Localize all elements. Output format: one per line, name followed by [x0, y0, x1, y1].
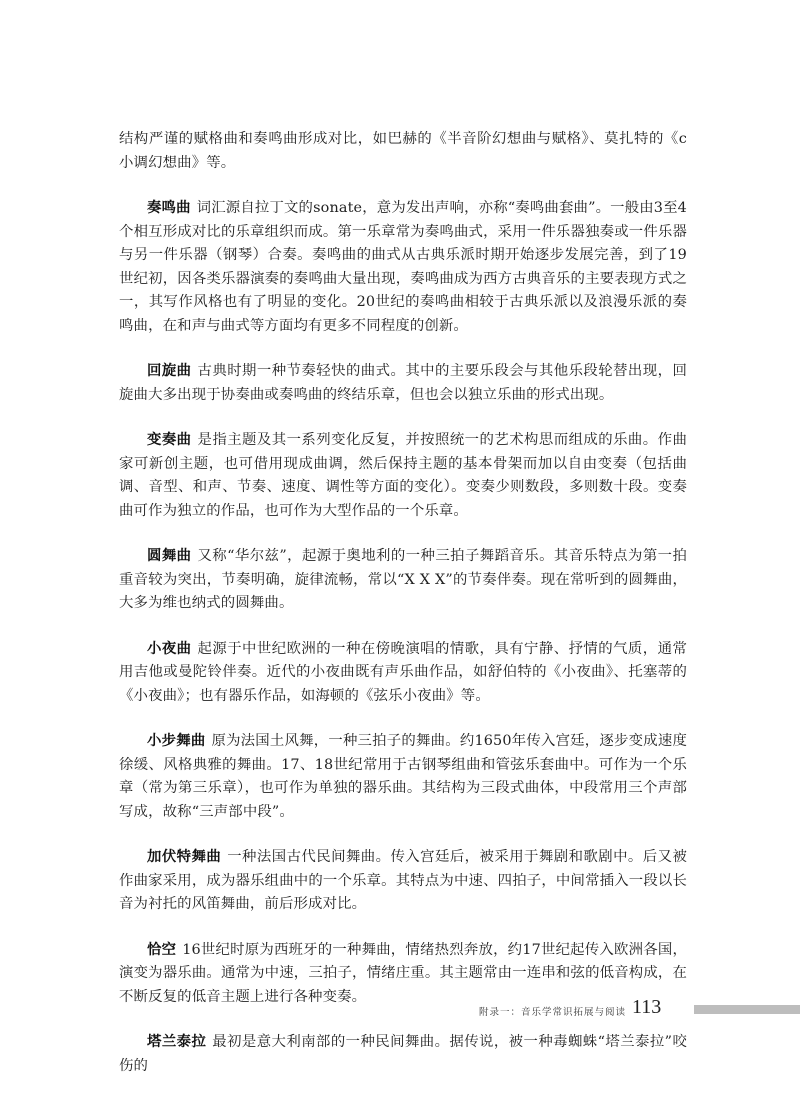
entry-waltz [119, 545, 687, 616]
entry-text: 又称“华尔兹”，起源于奥地利的一种三拍子舞蹈音乐。其音乐特点为第一拍重音较为突出，节奏明确，旋律流畅，常以“X X X”的节奏伴奏。现在常听到的圆舞曲，大多为维也纳式的圆舞曲。 [119, 548, 687, 611]
entry-variations [119, 429, 687, 523]
entry-term: 圆舞曲 [147, 548, 192, 564]
running-title: 附录一：音乐学常识拓展与阅读 [478, 1007, 626, 1018]
entry-rondo [119, 360, 687, 407]
entry-term: 加伏特舞曲 [147, 849, 222, 865]
entry-text: 原为法国土风舞，一种三拍子的舞曲。约1650年传入宫廷，逐步变成速度徐缓、风格典雅的舞曲。17、18世纪常用于古钢琴组曲和管弦乐套曲中。可作为一个乐章（常为第三乐章），也可作为单独的器乐曲。其结构为三段式曲体，中段常用三个声部写成，故称“三声部中段”。 [119, 733, 687, 820]
page-number: 113 [632, 996, 662, 1018]
page-tab-bar [694, 1005, 800, 1014]
entry-gavotte [119, 846, 687, 917]
entry-term: 奏鸣曲 [147, 200, 191, 216]
entry-text: 是指主题及其一系列变化反复，并按照统一的艺术构思而组成的乐曲。作曲家可新创主题，也可借用现成曲调，然后保持主题的基本骨架而加以自由变奏（包括曲调、音型、和声、节奏、速度、调性等方面的变化）。变奏少则数段，多则数十段。变奏曲可作为独立的作品，也可作为大型作品的一个乐章。 [119, 432, 688, 519]
entry-sonata [119, 197, 687, 338]
entry-text: 古典时期一种节奏轻快的曲式。其中的主要乐段会与其他乐段轮替出现，回旋曲大多出现于协奏曲或奏鸣曲的终结乐章，但也会以独立乐曲的形式出现。 [119, 363, 688, 403]
entry-term: 恰空 [147, 941, 177, 958]
entry-term: 回旋曲 [147, 363, 192, 379]
page-body [119, 128, 687, 1078]
entry-minuet [119, 730, 687, 824]
entry-serenade [119, 638, 687, 709]
entry-tarantella [119, 1031, 687, 1078]
page-footer [0, 996, 800, 1026]
entry-term: 变奏曲 [147, 432, 192, 448]
entry-term: 小夜曲 [147, 640, 192, 657]
entry-text: 一种法国古代民间舞曲。传入宫廷后，被采用于舞剧和歌剧中。后又被作曲家采用，成为器乐组曲中的一个乐章。其特点为中速、四拍子，中间常插入一段以长音为衬托的风笛舞曲，前后形成对比。 [119, 849, 687, 912]
intro-paragraph: 结构严谨的赋格曲和奏鸣曲形成对比，如巴赫的《半音阶幻想曲与赋格》、莫扎特的《c小调幻想曲》等。 [119, 131, 687, 171]
entry-text: 词汇源自拉丁文的sonate，意为发出声响，亦称“奏鸣曲套曲”。一般由3至4个相互形成对比的乐章组织而成。第一乐章常为奏鸣曲式，采用一件乐器独奏或一件乐器与另一件乐器（钢琴）合奏。奏鸣曲的曲式从古典乐派时期开始逐步发展完善，到了19世纪初，因各类乐器演奏的奏鸣曲大量出现，奏鸣曲成为西方古典音乐的主要表现方式之一，其写作风格也有了明显的变化。20世纪的奏鸣曲相较于古典乐派以及浪漫乐派的奏鸣曲，在和声与曲式等方面均有更多不同程度的创新。 [119, 200, 687, 334]
entry-term: 小步舞曲 [147, 733, 206, 749]
entry-text: 16世纪时原为西班牙的一种舞曲，情绪热烈奔放，约17世纪起传入欧洲各国，演变为器乐曲。通常为中速，三拍子，情绪庄重。其主题常由一连串和弦的低音构成，在不断反复的低音主题上进行各种变奏。 [119, 941, 687, 1005]
entry-text: 起源于中世纪欧洲的一种在傍晚演唱的情歌，具有宁静、抒情的气质，通常用吉他或曼陀铃伴奏。近代的小夜曲既有声乐曲作品，如舒伯特的《小夜曲》、托塞蒂的《小夜曲》；也有器乐作品，如海顿的《弦乐小夜曲》等。 [119, 640, 688, 704]
entry-text: 最初是意大利南部的一种民间舞曲。据传说，被一种毒蜘蛛“塔兰泰拉”咬伤的 [119, 1034, 687, 1074]
entry-term: 塔兰泰拉 [147, 1034, 207, 1050]
